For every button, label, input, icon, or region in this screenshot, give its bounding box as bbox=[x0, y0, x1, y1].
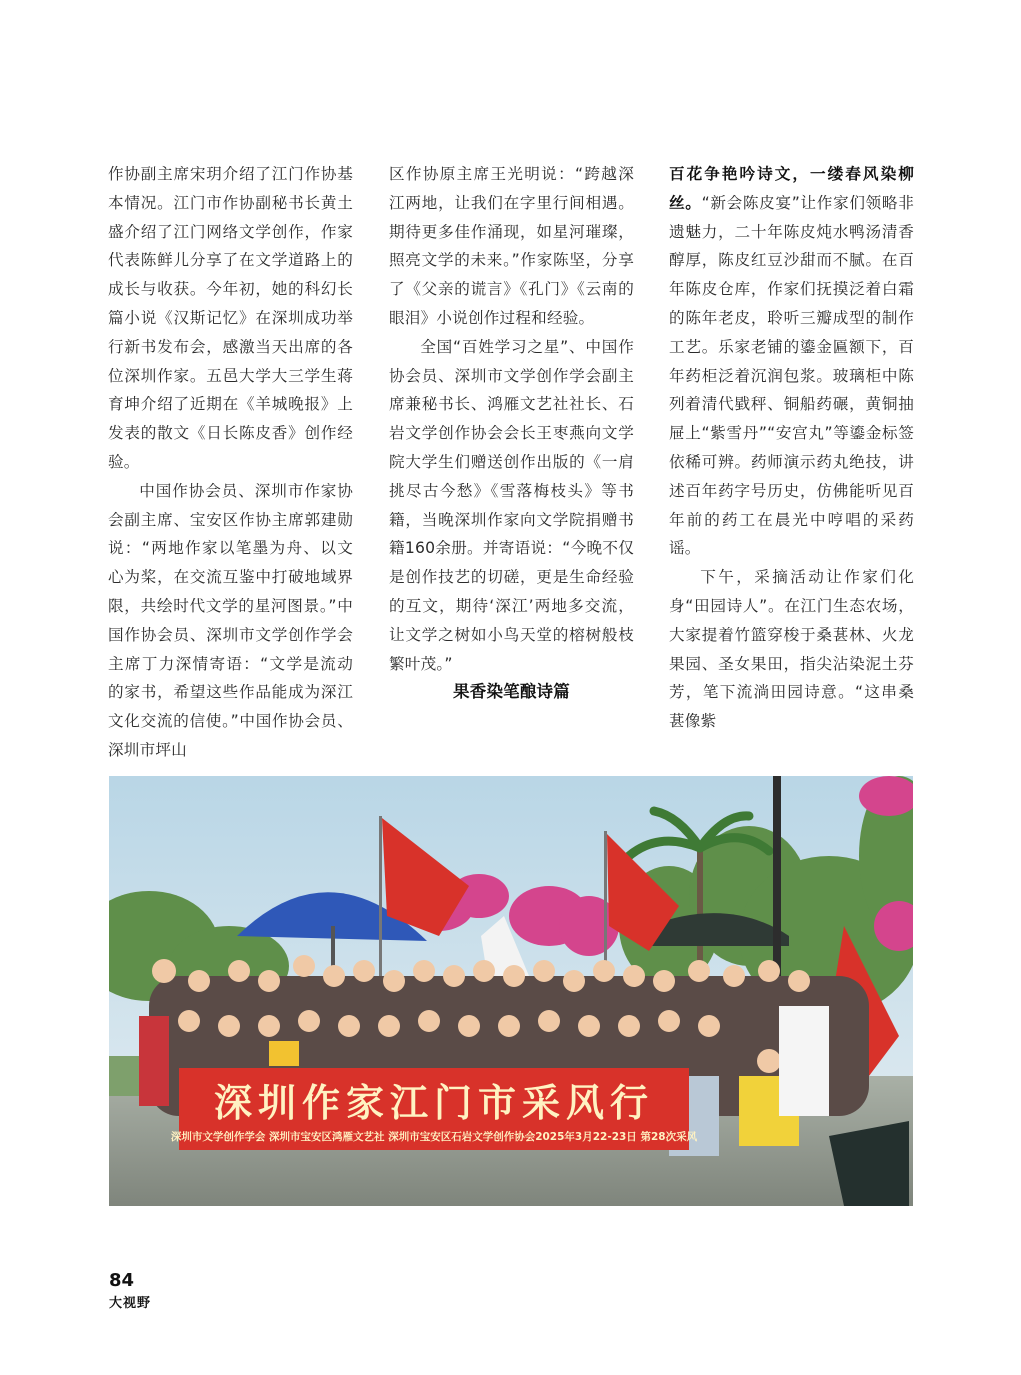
paragraph: 下午，采摘活动让作家们化身“田园诗人”。在江门生态农场，大家提着竹篮穿梭于桑葚林、火龙果园、圣女果田，指尖沾染泥土芬芳，笔下流淌田园诗意。“这串桑葚像紫 bbox=[669, 568, 914, 731]
banner-title: 深圳作家江门市采风行 bbox=[213, 1081, 655, 1125]
text-column-3 bbox=[669, 160, 914, 736]
paragraph-text: “新会陈皮宴”让作家们领略非遗魅力，二十年陈皮炖水鸭汤清香醇厚，陈皮红豆沙甜而不腻。在百年陈皮仓库，作家们抚摸泛着白霜的陈年老皮，聆听三瓣成型的制作工艺。乐家老铺的鎏金匾额下，百年药柜泛着沉润包浆。玻璃柜中陈列着清代戥秤、铜船药碾，黄铜抽屉上“紫雪丹”“安宫丸”等鎏金标签依稀可辨。药师演示药丸绝技，讲述百年药字号历史，仿佛能听见百年前的药工在晨光中哼唱的采药谣。 bbox=[669, 193, 914, 558]
banner-subtitle: 深圳市文学创作学会 深圳市宝安区鸿雁文艺社 深圳市宝安区石岩文学创作协会2025年3月22-23日 第28次采风 bbox=[170, 1131, 698, 1143]
paragraph: 区作协原主席王光明说：“跨越深江两地，让我们在字里行间相遇。期待更多佳作涌现，如星河璀璨，照亮文学的未来。”作家陈坚，分享了《父亲的谎言》《孔门》《云南的眼泪》小说创作过程和经验。 bbox=[389, 165, 634, 327]
group-photo bbox=[109, 776, 913, 1206]
page-number: 84 bbox=[109, 1270, 135, 1291]
paragraph: 中国作协会员、深圳市作家协会副主席、宝安区作协主席郭建勋说：“两地作家以笔墨为舟、以文心为桨，在交流互鉴中打破地域界限，共绘时代文学的星河图景。”中国作协会员、深圳市文学创作学会主席丁力深情寄语：“文学是流动的家书，希望这些作品能成为深江文化交流的信使。”中国作协会员、深圳市坪山 bbox=[108, 481, 353, 759]
text-column-1 bbox=[108, 160, 353, 765]
paragraph bbox=[669, 160, 914, 563]
magazine-logo: 大视野 bbox=[109, 1296, 152, 1311]
section-heading: 果香染笔酿诗篇 bbox=[453, 682, 570, 702]
paragraph: 作协副主席宋玥介绍了江门作协基本情况。江门市作协副秘书长黄土盛介绍了江门网络文学创作，作家代表陈鲜儿分享了在文学道路上的成长与收获。今年初，她的科幻长篇小说《汉斯记忆》在深圳成功举行新书发布会，感激当天出席的各位深圳作家。五邑大学大三学生蒋育坤介绍了近期在《羊城晚报》上发表的散文《日长陈皮香》创作经验。 bbox=[108, 165, 353, 471]
paragraph: 全国“百姓学习之星”、中国作协会员、深圳市文学创作学会副主席兼秘书长、鸿雁文艺社社长、石岩文学创作协会会长王枣燕向文学院大学生们赠送创作出版的《一肩挑尽古今愁》《雪落梅枝头》等书籍，当晚深圳作家向文学院捐赠书籍160余册。并寄语说：“今晚不仅是创作技艺的切磋，更是生命经验的互文，期待‘深江’两地多交流，让文学之树如小鸟天堂的榕树般枝繁叶茂。” bbox=[389, 337, 634, 673]
text-column-2 bbox=[389, 160, 634, 707]
lead-in-bold: 百花争艳吟诗文，一缕春风染柳丝。 bbox=[669, 165, 914, 212]
